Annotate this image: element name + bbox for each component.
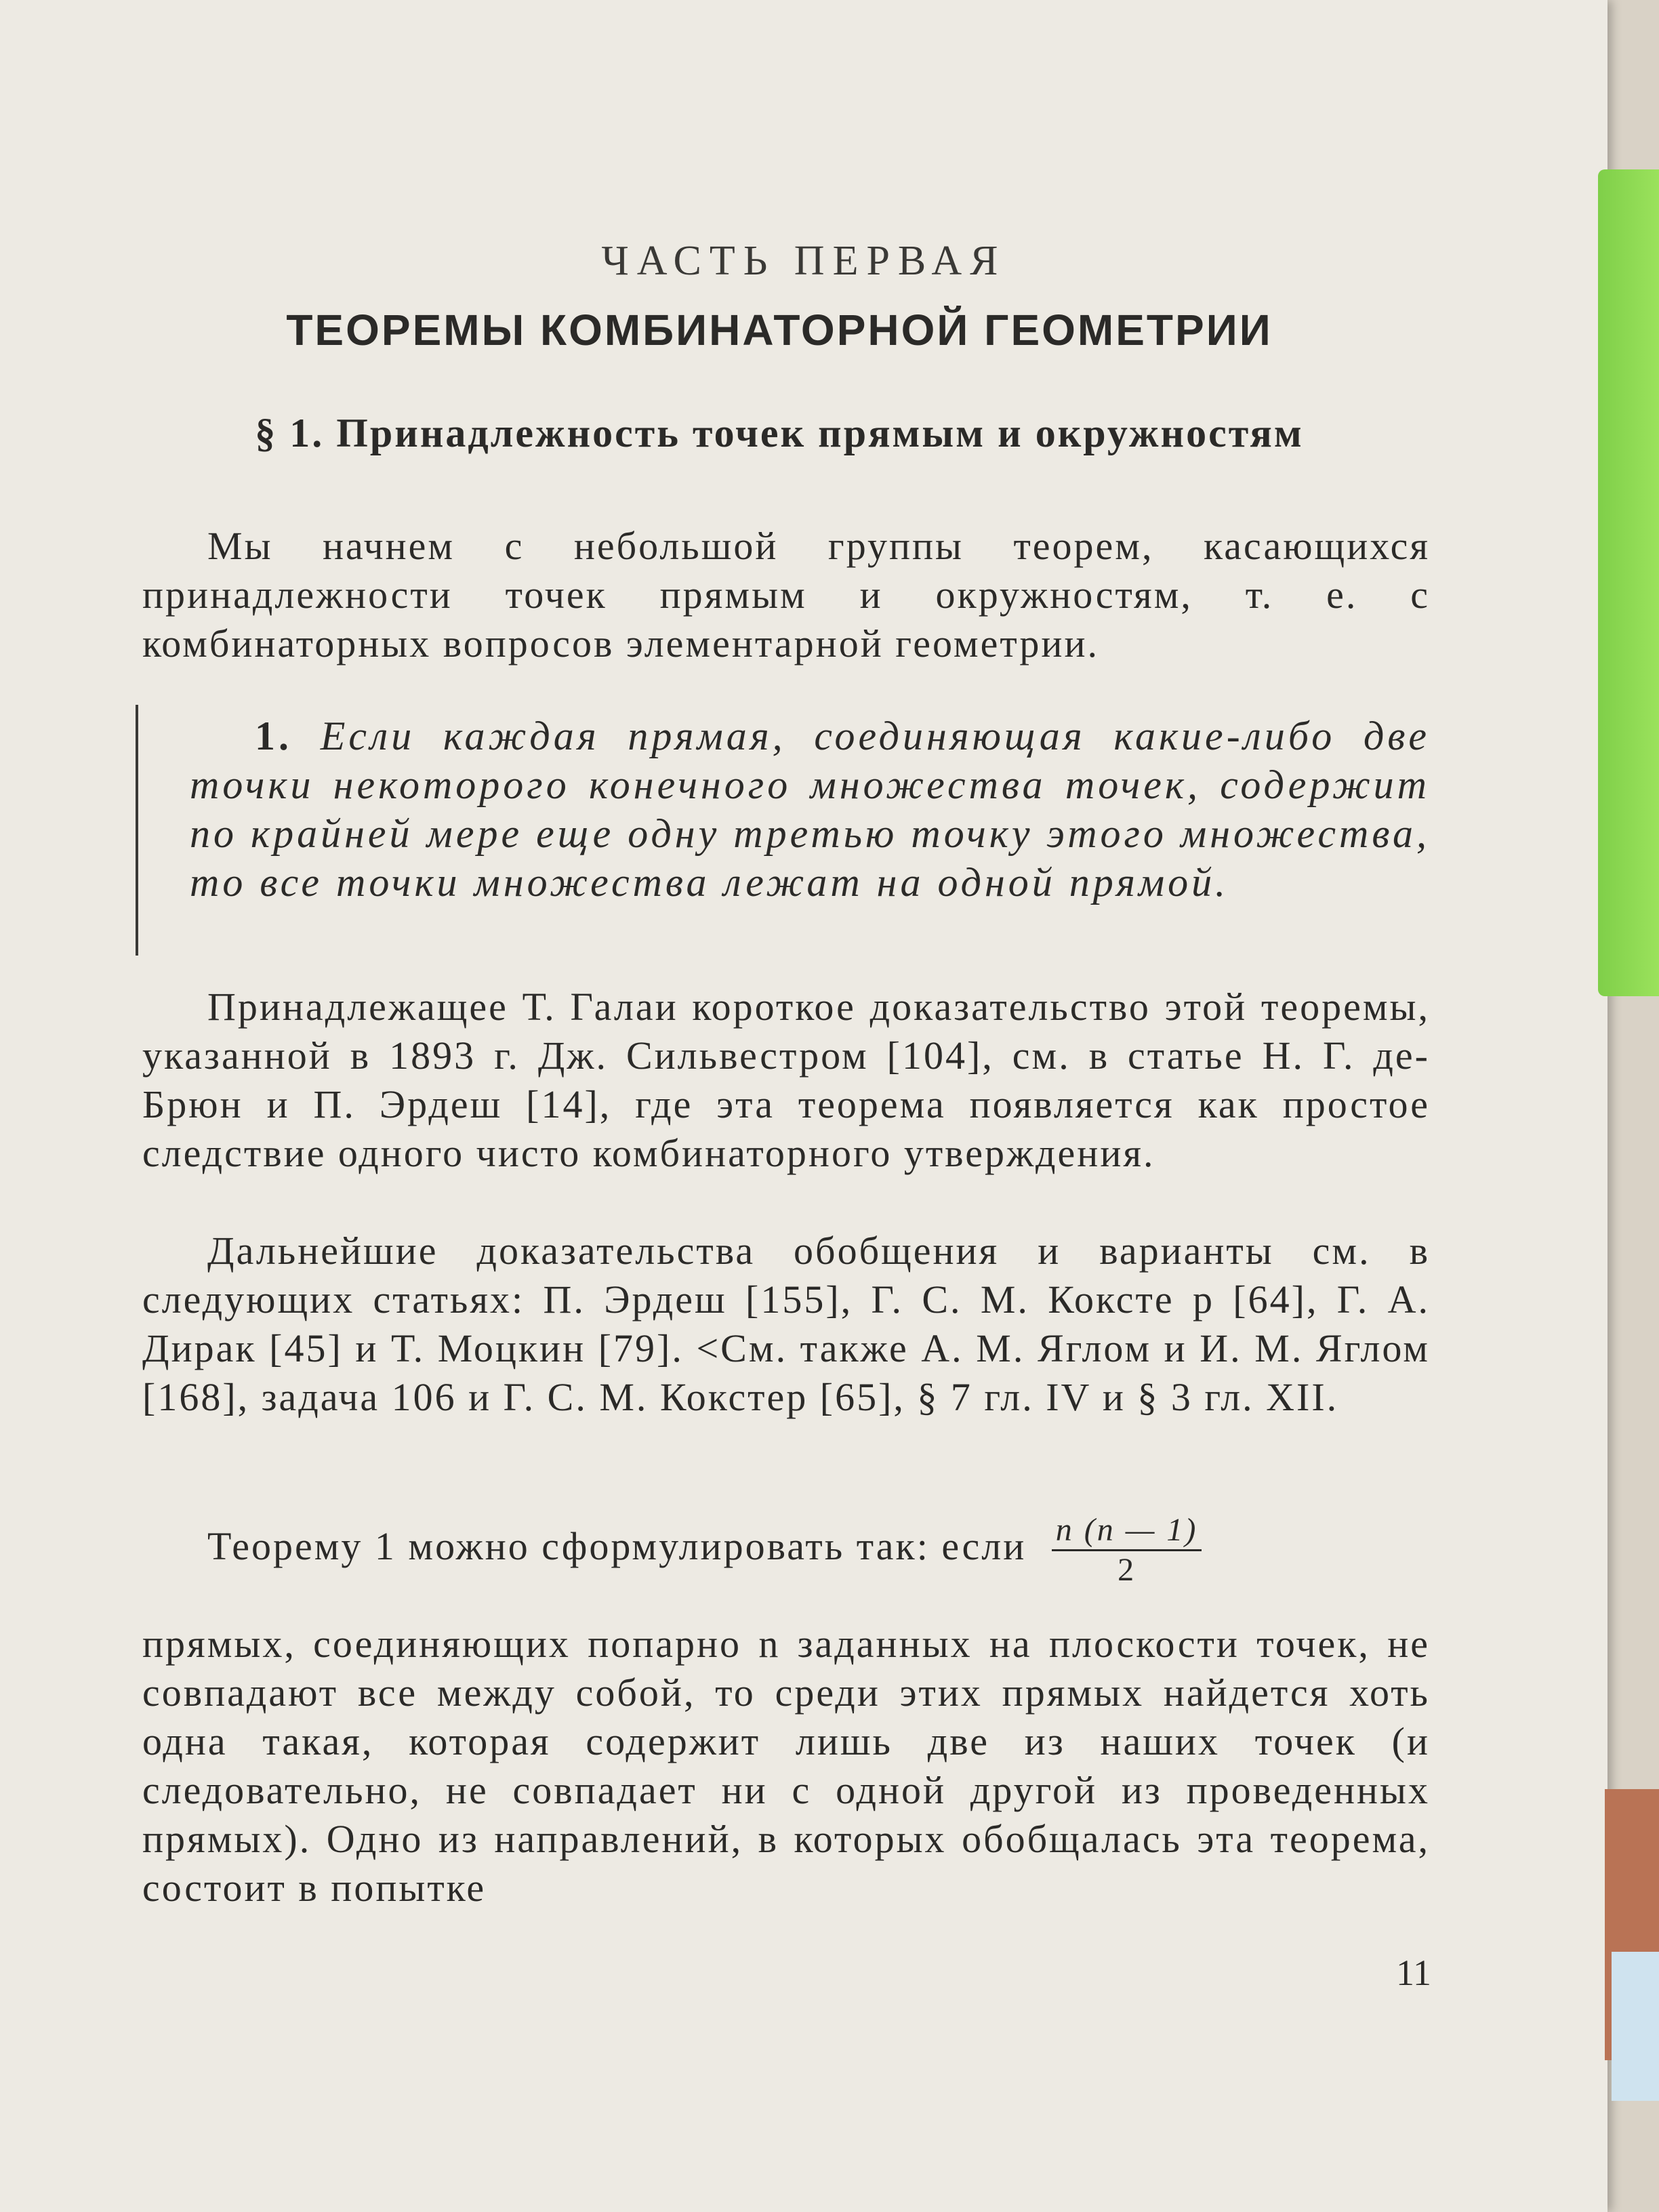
paragraph-reformulation [142, 1511, 1430, 1589]
theorem-number: 1. [255, 714, 292, 758]
theorem-text: Если каждая прямая, соединяющая какие-либо две точки некоторого конечного множества точек, содержит по крайней мере еще одну третью точку этого множества, то все точки множества лежат на одной прямой. [190, 714, 1431, 905]
paragraph-further-proofs: Дальнейшие доказательства обобщения и варианты см. в следующих статьях: П. Эрдеш [155], Г. С. М. Коксте р [64], Г. А. Дирак [45] и Т. Моцкин [79]. <См. также А. М. Яглом и И. М. Яглом [168], задача 106 и Г. С. М. Кокстер [65], § 7 гл. IV и § 3 гл. XII. [142, 1229, 1430, 1419]
intro-paragraph: Мы начнем с небольшой группы теорем, касающихся принадлежности точек прямым и окружностям, т. е. с комбинаторных вопросов элементарной геометрии. [142, 524, 1430, 665]
page-number: 11 [1396, 1952, 1431, 1993]
fraction-denominator: 2 [1118, 1552, 1136, 1588]
theorem-margin-bar [136, 705, 138, 956]
green-object-edge [1598, 169, 1659, 996]
fraction-numerator: n (n — 1) [1052, 1511, 1202, 1551]
section-title: § 1. Принадлежность точек прямым и окружностям [255, 411, 1304, 455]
paragraph-gallai-proof: Принадлежащее Т. Галаи короткое доказательство этой теоремы, указанной в 1893 г. Дж. Сильвестром [104], см. в статье Н. Г. де-Брюн и П. Эрдеш [14], где эта теорема появляется как простое следствие одного чисто комбинаторного утверждения. [142, 985, 1430, 1175]
chapter-title: ТЕОРЕМЫ КОМБИНАТОРНОЙ ГЕОМЕТРИИ [286, 306, 1273, 354]
part-label: ЧАСТЬ ПЕРВАЯ [601, 238, 1006, 284]
theorem-1 [190, 712, 1430, 907]
background-blue-cloth [1612, 1952, 1659, 2101]
fraction-n-n-minus-1-over-2 [1052, 1511, 1202, 1589]
paragraph-reformulation-continued: прямых, соединяющих попарно n заданных на плоскости точек, не совпадают все между собой, то среди этих прямых найдется хоть одна такая, которая содержит лишь две из наших точек (и следовательно, не совпадает ни с одной другой из проведенных прямых). Одно из направлений, в которых обобщалась эта теорема, состоит в попытке [142, 1622, 1430, 1910]
reformulation-lead: Теорему 1 можно сформулировать так: если [207, 1523, 1027, 1568]
